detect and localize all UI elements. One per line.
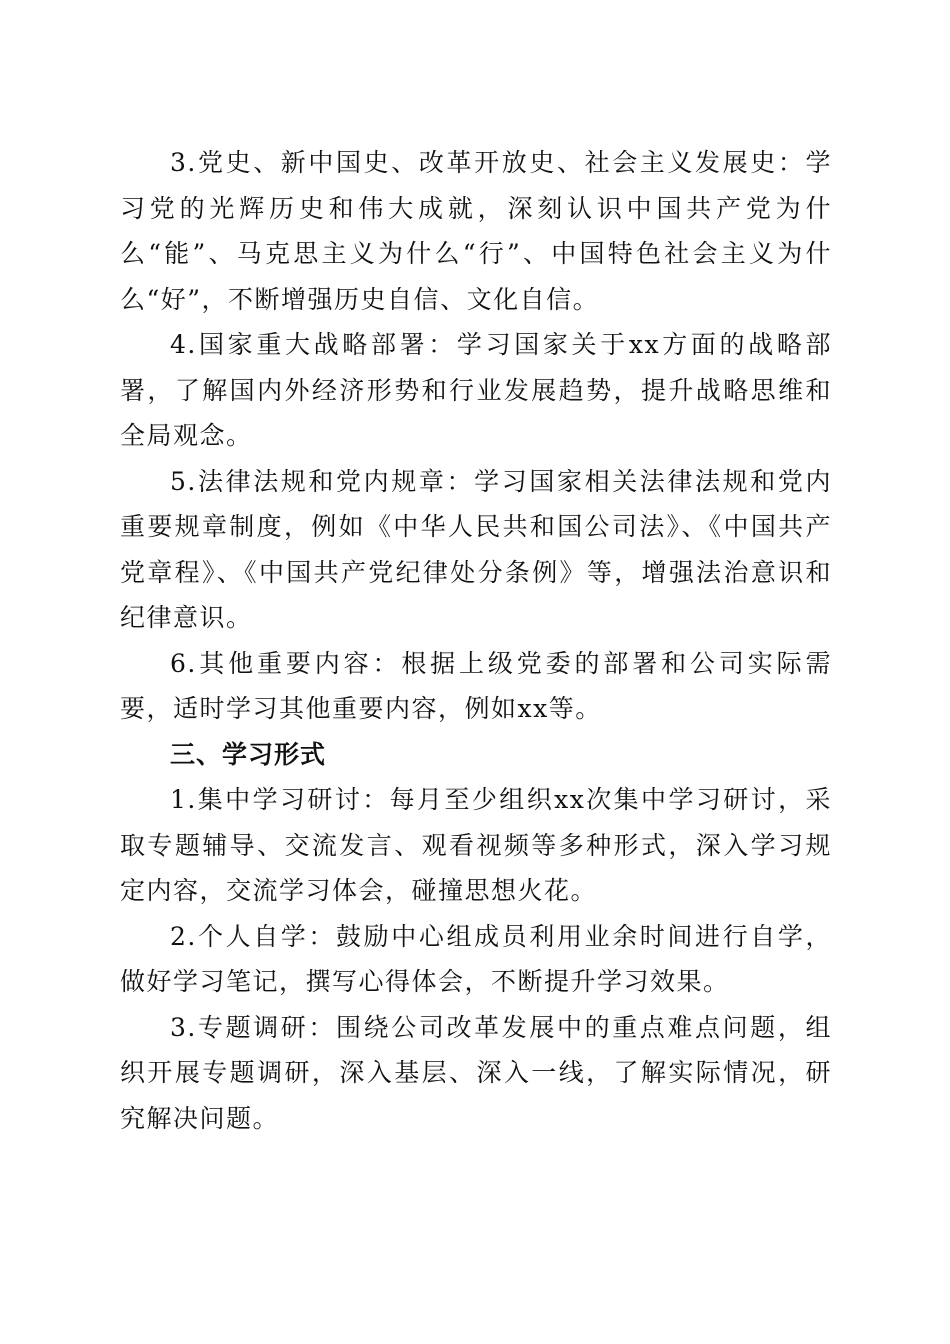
- paragraph-party-history: 3.党史、新中国史、改革开放史、社会主义发展史：学习党的光辉历史和伟大成就，深刻认识中国共产党为什么“能”、马克思主义为什么“行”、中国特色社会主义为什么“好”，不断增强历史自信、文化自信。: [120, 148, 832, 314]
- section-heading-study-forms: 三、学习形式: [170, 739, 327, 769]
- paragraph-other-content: 6.其他重要内容：根据上级党委的部署和公司实际需要，适时学习其他重要内容，例如xx等。: [120, 648, 832, 723]
- paragraph-group-study: 1.集中学习研讨：每月至少组织xx次集中学习研讨，采取专题辅导、交流发言、观看视频等多种形式，深入学习规定内容，交流学习体会，碰撞思想火花。: [120, 785, 832, 905]
- document-body: [120, 140, 832, 1141]
- paragraph-self-study: 2.个人自学：鼓励中心组成员利用业余时间进行自学，做好学习笔记，撰写心得体会，不断提升学习效果。: [120, 921, 832, 996]
- paragraph-research: 3.专题调研：围绕公司改革发展中的重点难点问题，组织开展专题调研，深入基层、深入一线，了解实际情况，研究解决问题。: [120, 1012, 832, 1133]
- paragraph-national-strategy: 4.国家重大战略部署：学习国家关于xx方面的战略部署，了解国内外经济形势和行业发展趋势，提升战略思维和全局观念。: [120, 330, 832, 450]
- paragraph-laws-regulations: 5.法律法规和党内规章：学习国家相关法律法规和党内重要规章制度，例如《中华人民共和国公司法》、《中国共产党章程》、《中国共产党纪律处分条例》等，增强法治意识和纪律意识。: [120, 466, 832, 632]
